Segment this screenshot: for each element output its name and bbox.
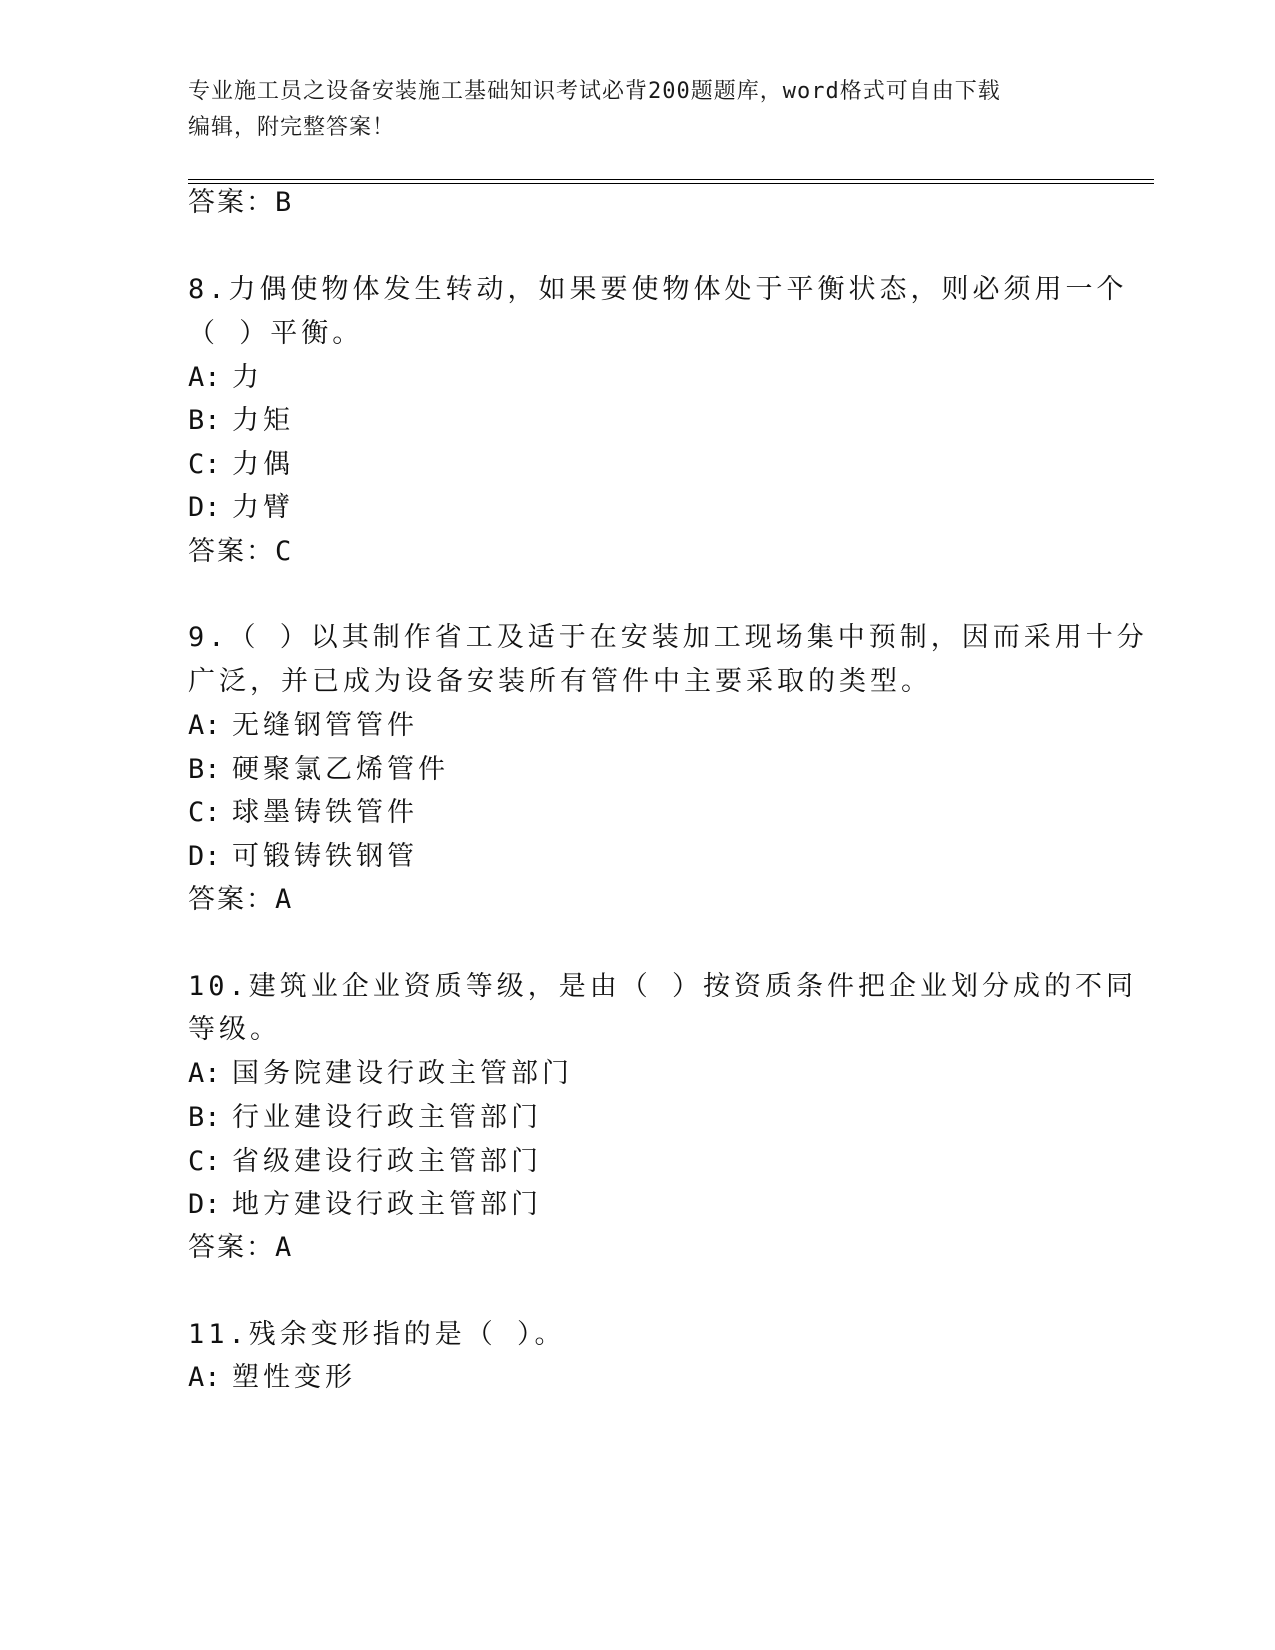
question-stem-continued: 等级。 [188, 1014, 281, 1045]
option-text: 可锻铸铁钢管 [232, 841, 418, 872]
option-a [188, 1360, 356, 1396]
question-stem-continued: 广泛，并已成为设备安装所有管件中主要采取的类型。 [188, 666, 932, 697]
option-b [188, 752, 449, 788]
option-text: 国务院建设行政主管部门 [232, 1058, 573, 1089]
option-text: 地方建设行政主管部门 [232, 1189, 542, 1220]
option-a [188, 708, 418, 744]
option-text: 无缝钢管管件 [232, 710, 418, 741]
option-label: B: [188, 405, 221, 436]
question-stem-continued: （ ）平衡。 [188, 318, 364, 349]
option-text: 塑性变形 [232, 1362, 356, 1393]
option-a [188, 360, 263, 396]
option-label: D: [188, 841, 221, 872]
option-b [188, 1100, 542, 1136]
option-label: D: [188, 492, 221, 523]
answer-prefix: 答案： [188, 884, 275, 915]
question-stem: 9.（ ）以其制作省工及适于在安装加工现场集中预制，因而采用十分 [188, 622, 1148, 653]
option-c [188, 447, 294, 483]
option-label: A: [188, 1058, 221, 1089]
option-label: A: [188, 362, 221, 393]
option-d [188, 1187, 542, 1223]
question-stem: 10.建筑业企业资质等级，是由（ ）按资质条件把企业划分成的不同 [188, 971, 1138, 1002]
option-text: 行业建设行政主管部门 [232, 1102, 542, 1133]
option-c [188, 795, 418, 831]
answer-letter: B [275, 187, 294, 218]
option-label: D: [188, 1189, 221, 1220]
option-text: 球墨铸铁管件 [232, 797, 418, 828]
answer-prefix: 答案： [188, 1232, 275, 1263]
option-text: 力 [232, 362, 263, 393]
option-a [188, 1056, 573, 1092]
option-text: 省级建设行政主管部门 [232, 1146, 542, 1177]
header-line-1: 专业施工员之设备安装施工基础知识考试必背200题题库，word格式可自由下载 [188, 79, 1001, 104]
option-label: A: [188, 710, 221, 741]
option-label: A: [188, 1362, 221, 1393]
option-d [188, 839, 418, 875]
option-label: B: [188, 1102, 221, 1133]
header-divider-bottom [188, 183, 1154, 184]
answer-line [188, 1230, 293, 1266]
answer-letter: A [275, 1232, 294, 1263]
option-c [188, 1144, 542, 1180]
answer-prefix: 答案： [188, 187, 275, 218]
option-b [188, 403, 294, 439]
question-stem: 11.残余变形指的是（ ）。 [188, 1319, 566, 1350]
document-header [188, 74, 1088, 146]
header-line-2: 编辑，附完整答案！ [188, 115, 396, 140]
option-label: B: [188, 754, 221, 785]
option-label: C: [188, 449, 221, 480]
answer-letter: A [275, 884, 294, 915]
option-label: C: [188, 797, 221, 828]
option-text: 力偶 [232, 449, 294, 480]
answer-line [188, 534, 293, 570]
option-label: C: [188, 1146, 221, 1177]
option-text: 硬聚氯乙烯管件 [232, 754, 449, 785]
option-text: 力矩 [232, 405, 294, 436]
header-divider-top [188, 179, 1154, 180]
answer-prefix: 答案： [188, 536, 275, 567]
option-text: 力臂 [232, 492, 294, 523]
question-stem: 8.力偶使物体发生转动，如果要使物体处于平衡状态，则必须用一个 [188, 274, 1128, 305]
answer-line [188, 882, 293, 918]
option-d [188, 490, 294, 526]
answer-letter: C [275, 536, 294, 567]
answer-line [188, 185, 293, 221]
